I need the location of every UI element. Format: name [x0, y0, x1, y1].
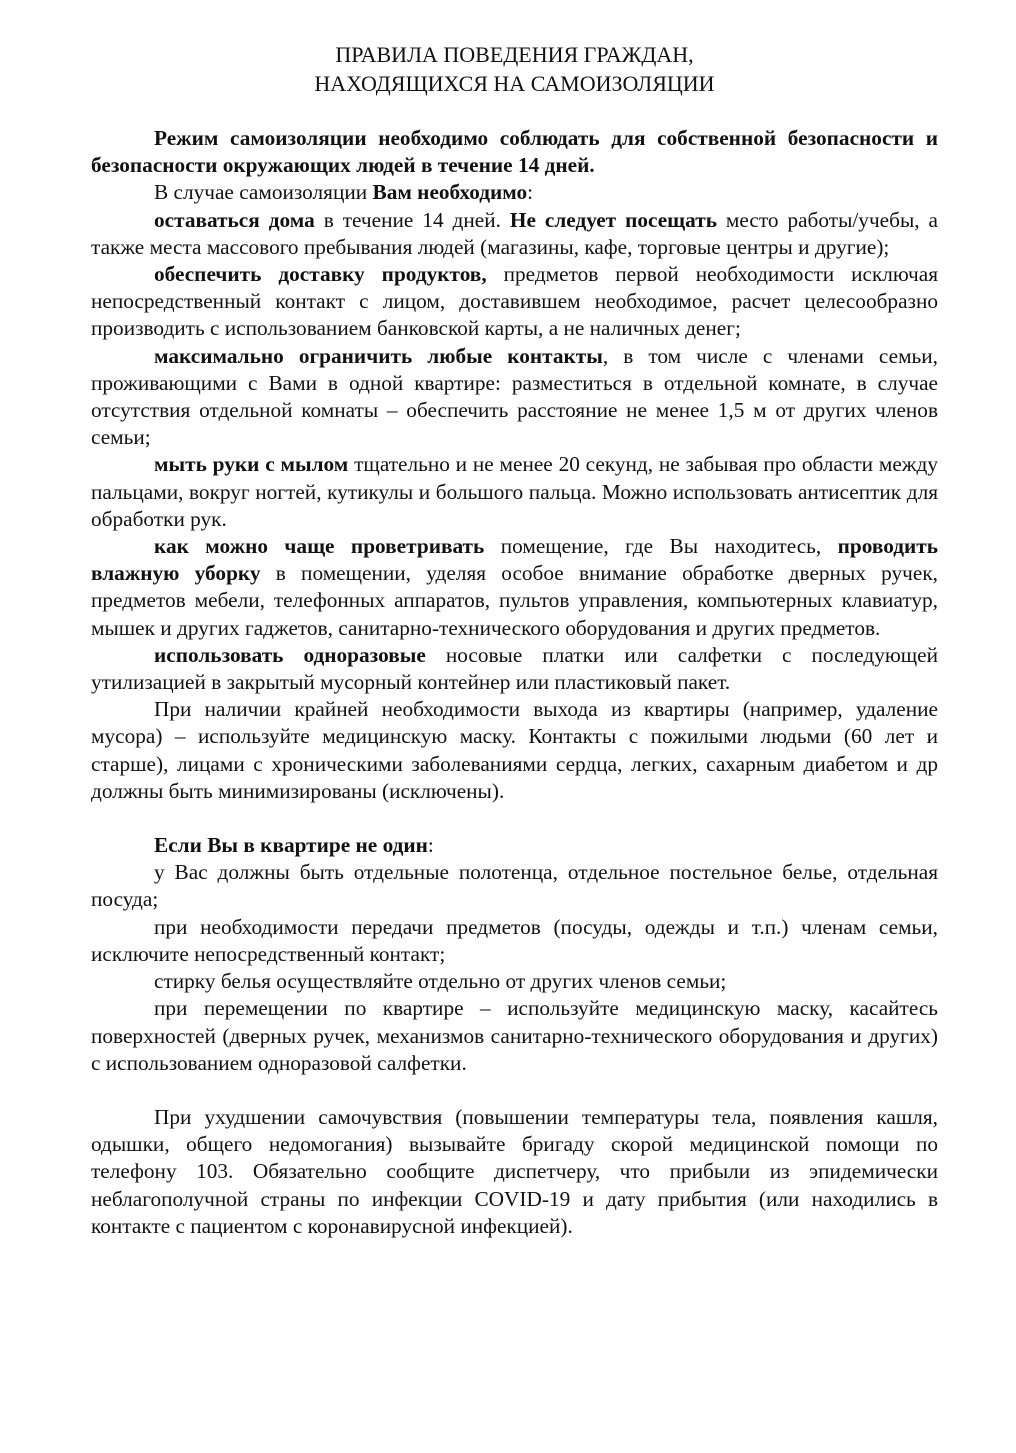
title-line-1: ПРАВИЛА ПОВЕДЕНИЯ ГРАЖДАН, — [335, 42, 694, 67]
spacer — [91, 805, 938, 832]
hands-rest: тщательно и не менее 20 секунд, не забывая про области между пальцами, вокруг ногтей, кутикулы и большого пальца. Можно использовать антисептик для обработки рук. — [91, 452, 938, 531]
disposable-rest: носовые платки или салфетки с последующей утилизацией в закрытый мусорный контейнер или пластиковый пакет. — [91, 642, 938, 695]
stay-bold-2: Не следует посещать — [509, 207, 717, 232]
delivery-bold: обеспечить доставку продуктов, — [154, 262, 487, 287]
air-mid: помещение, где Вы находитесь, — [484, 534, 838, 559]
air-bold: как можно чаще проветривать — [154, 534, 485, 559]
disposable-bold: использовать одноразовые — [154, 642, 426, 667]
intro-bold: Режим самоизоляции необходимо соблюдать для собственной безопасности и безопасности окружающих людей в течение 14 дней. — [91, 126, 938, 178]
not-alone-heading — [91, 832, 938, 859]
document-body — [91, 125, 938, 1240]
delivery-rest: предметов первой необходимости исключая непосредственный контакт с лицом, доставившем необходимое, расчет целесообразно производить с использованием банковской карты, а не наличных денег; — [91, 262, 938, 341]
worse-paragraph: При ухудшении самочувствия (повышении температуры тела, появления кашля, одышки, общего недомогания) вызывайте бригаду скорой медицинской помощи по телефону 103. Обязательно сообщите диспетчеру, что прибыли из эпидемически неблагополучной страны по инфекции COVID-19 и дату прибытия (или находились в контакте с пациентом с коронавирусной инфекцией). — [91, 1104, 938, 1238]
stay-home-paragraph — [91, 207, 938, 261]
spacer — [91, 1077, 938, 1104]
delivery-paragraph — [91, 261, 938, 343]
intro-paragraph — [91, 125, 938, 179]
contacts-bold: максимально ограничить любые контакты — [154, 343, 603, 368]
stay-mid: в течение 14 дней. — [314, 207, 510, 232]
not-alone-suffix: : — [427, 833, 434, 858]
towels-paragraph: у Вас должны быть отдельные полотенца, отдельное постельное белье, отдельная посуда; — [91, 860, 938, 912]
contacts-rest: , в том числе с членами семьи, проживающими с Вами в одной квартире: разместиться в отдельной комнате, в случае отсутствия отдельной комнаты – обеспечить расстояние не менее 1,5 м от других членов семьи; — [91, 343, 938, 450]
contacts-paragraph — [91, 343, 938, 452]
case-paragraph — [91, 179, 938, 206]
title-line-2: НАХОДЯЩИХСЯ НА САМОИЗОЛЯЦИИ — [314, 71, 715, 96]
not-alone-bold: Если Вы в квартире не один — [154, 833, 428, 858]
items-paragraph: при необходимости передачи предметов (посуды, одежды и т.п.) членам семьи, исключите непосредственный контакт; — [91, 914, 938, 966]
case-bold: Вам необходимо — [372, 180, 528, 205]
case-prefix: В случае самоизоляции — [154, 180, 373, 205]
hands-bold: мыть руки с мылом — [154, 452, 349, 477]
air-paragraph — [91, 533, 938, 642]
moving-paragraph: при перемещении по квартире – используйте медицинскую маску, касайтесь поверхностей (дверных ручек, механизмов санитарно-технического оборудования и других) с использованием одноразовой салфетки. — [91, 996, 938, 1075]
hands-paragraph — [91, 451, 938, 533]
exit-paragraph: При наличии крайней необходимости выхода из квартиры (например, удаление мусора) – используйте медицинскую маску. Контакты с пожилыми людьми (60 лет и старше), лицами с хроническими заболеваниями сердца, легких, сахарным диабетом и др должны быть минимизированы (исключены). — [91, 697, 938, 803]
laundry-paragraph: стирку белья осуществляйте отдельно от других членов семьи; — [154, 969, 727, 994]
air-bold-2: проводить влажную уборку — [91, 534, 938, 586]
stay-bold: оставаться дома — [154, 207, 315, 232]
disposable-paragraph — [91, 642, 938, 696]
case-suffix: : — [527, 180, 534, 205]
stay-rest: место работы/учебы, а также места массового пребывания людей (магазины, кафе, торговые центры и другие); — [91, 207, 938, 259]
air-rest: в помещении, уделяя особое внимание обработке дверных ручек, предметов мебели, телефонных аппаратов, пультов управления, компьютерных клавиатур, мышек и других гаджетов, санитарно-технического оборудования и других предметов. — [91, 561, 938, 640]
document-title — [91, 40, 938, 98]
